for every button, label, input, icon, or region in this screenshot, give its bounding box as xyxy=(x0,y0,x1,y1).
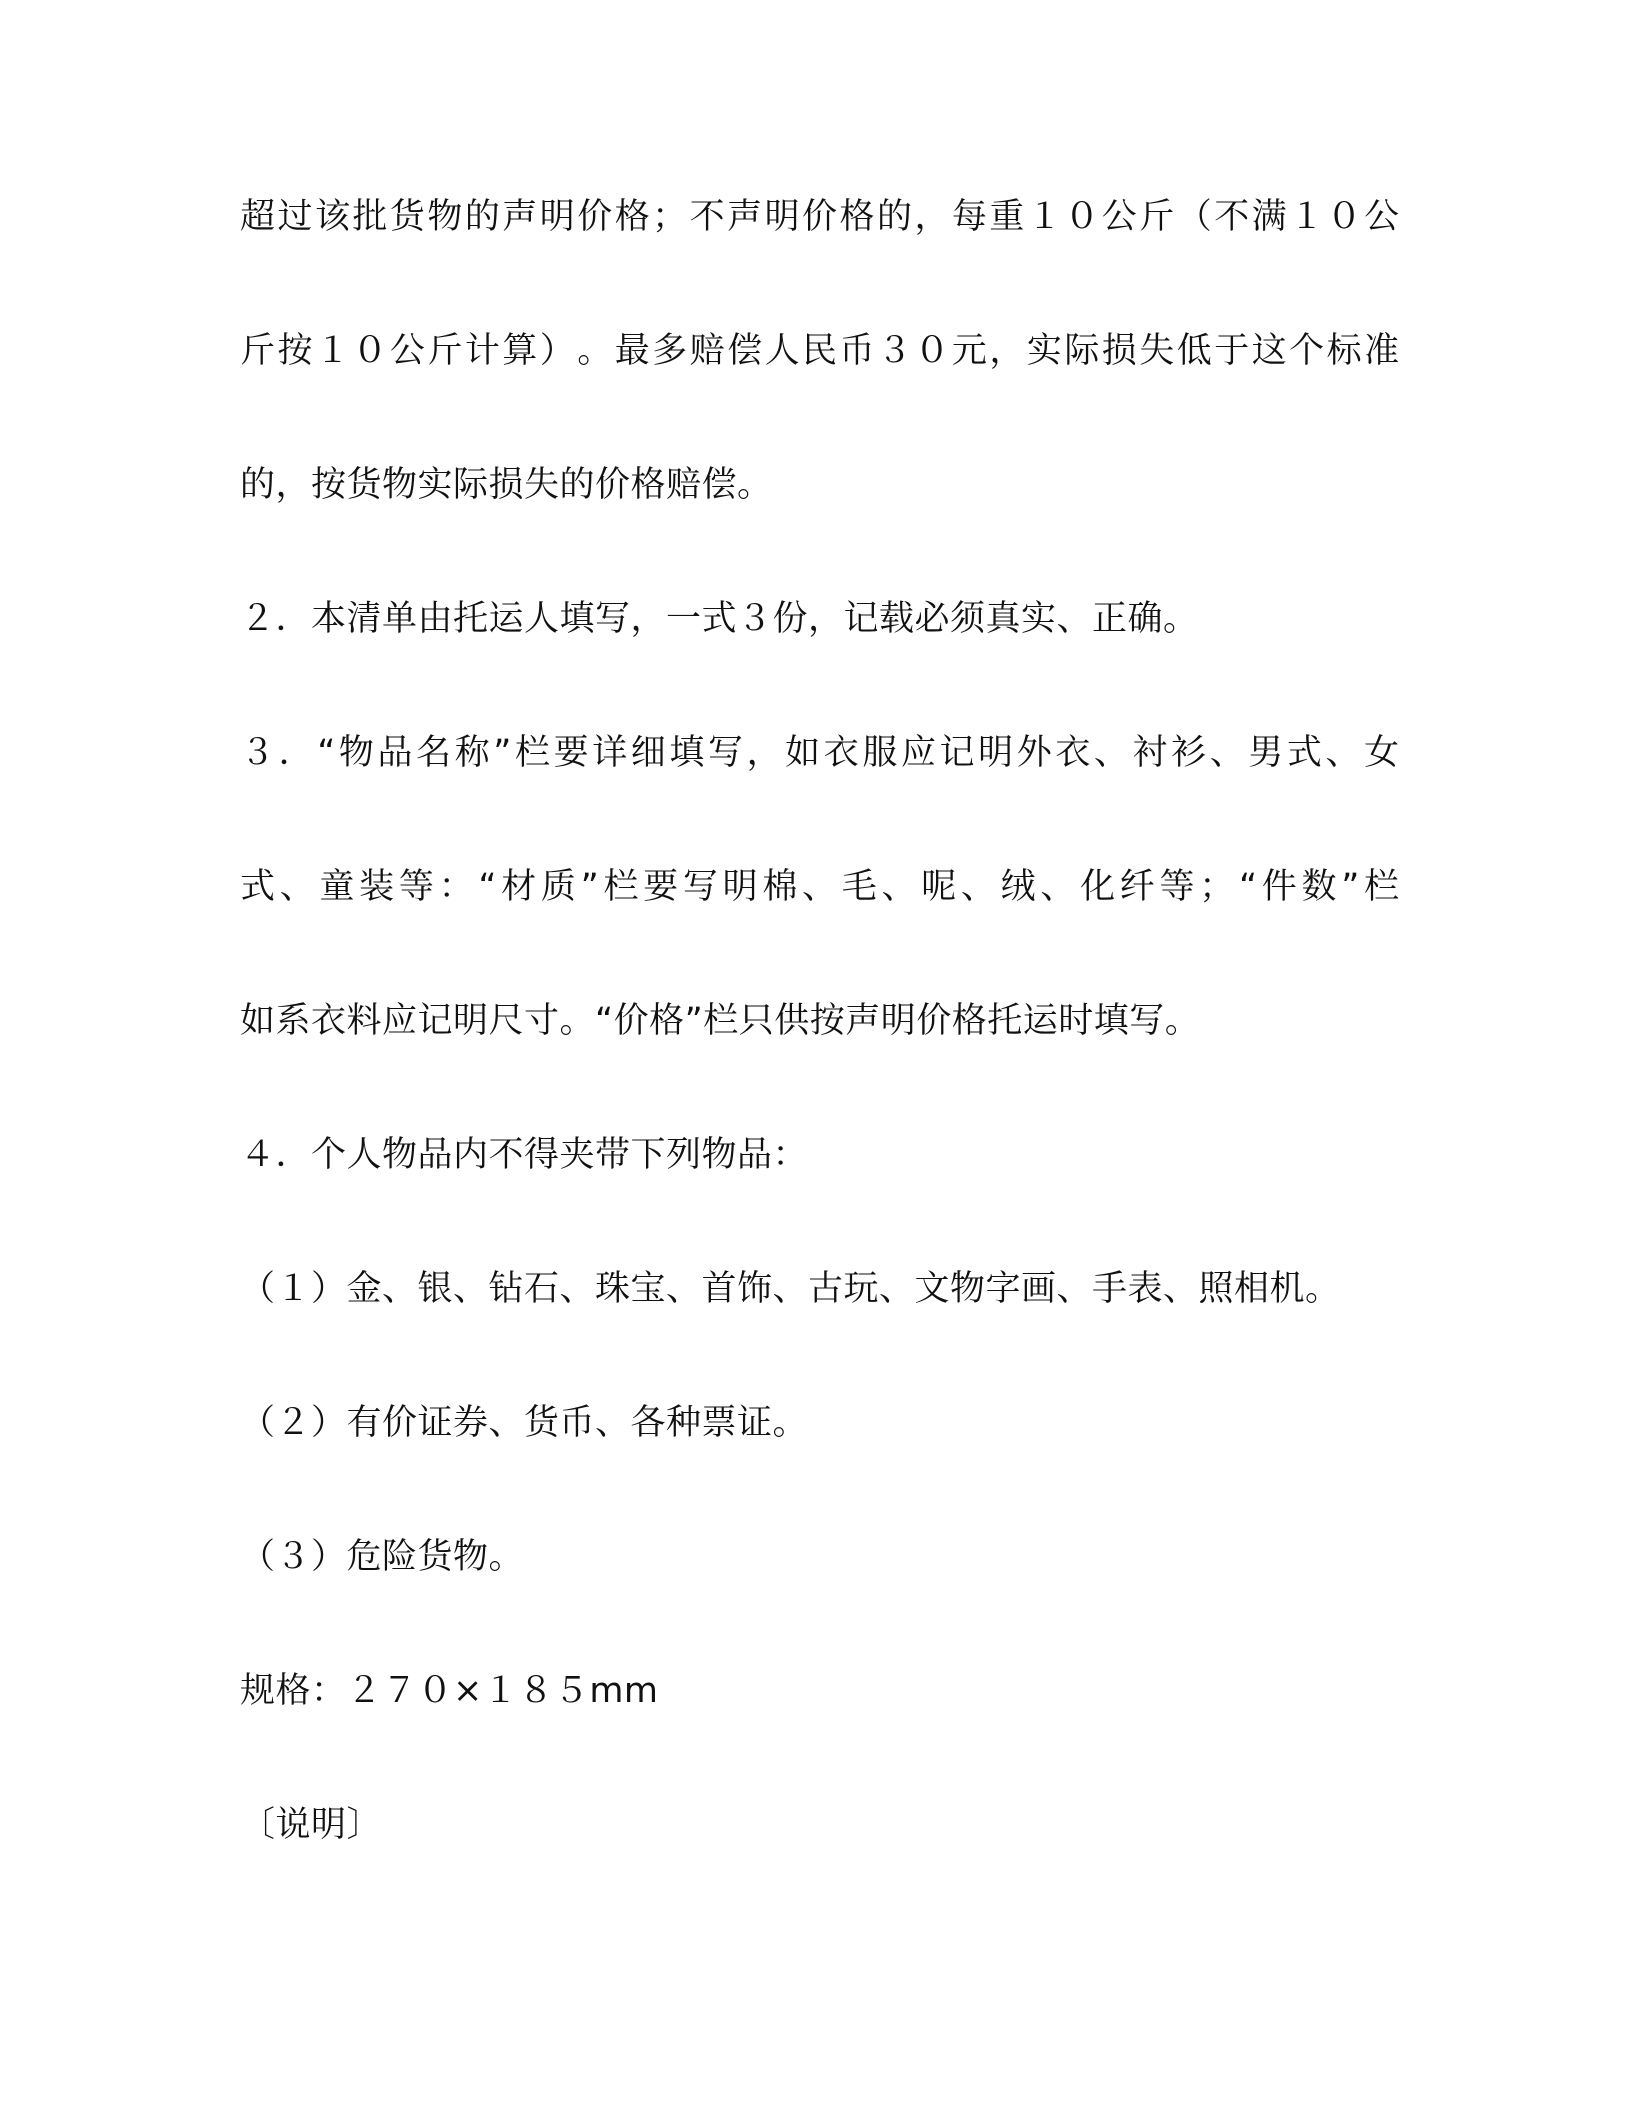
document-body xyxy=(240,182,1400,1924)
text-line-5: ３ ． “ 物 品 名 称 ” 栏 要 详 细 填 写 ， 如 衣 服 应 记 明 外 衣 、 衬 衫 、 男 式 、 女 xyxy=(240,733,1400,773)
text-line-13: 〔说明〕 xyxy=(240,1805,383,1845)
text-line-10: （２）有价证券、货币、各种票证。 xyxy=(240,1403,809,1443)
text-line-2: 斤 按 １ ０ 公 斤 计 算 ） 。 最 多 赔 偿 人 民 币 ３ ０ 元 ， 实 际 损 失 低 于 这 个 标 准 xyxy=(240,331,1400,371)
text-line-3: 的，按货物实际损失的价格赔偿。 xyxy=(240,465,773,505)
text-line-1: 超 过 该 批 货 物 的 声 明 价 格 ； 不 声 明 价 格 的 ， 每 重 １ ０ 公 斤 （ 不 满 １ ０ 公 xyxy=(240,197,1400,237)
text-line-9: （１）金、银、钻石、珠宝、首饰、古玩、文物字画、手表、照相机。 xyxy=(240,1269,1341,1309)
text-line-8: ４．个人物品内不得夹带下列物品： xyxy=(240,1135,809,1175)
text-line-12: 规格：２７０×１８５mm xyxy=(240,1671,659,1711)
text-line-7: 如系衣料应记明尺寸。“价格”栏只供按声明价格托运时填写。 xyxy=(240,1001,1201,1041)
text-line-4: ２．本清单由托运人填写，一式３份，记载必须真实、正确。 xyxy=(240,599,1199,639)
text-line-6: 式 、 童 装 等 ： “ 材 质 ” 栏 要 写 明 棉 、 毛 、 呢 、 绒 、 化 纤 等 ； “ 件 数 ” 栏 xyxy=(240,867,1400,907)
text-line-11: （３）危险货物。 xyxy=(240,1537,525,1577)
